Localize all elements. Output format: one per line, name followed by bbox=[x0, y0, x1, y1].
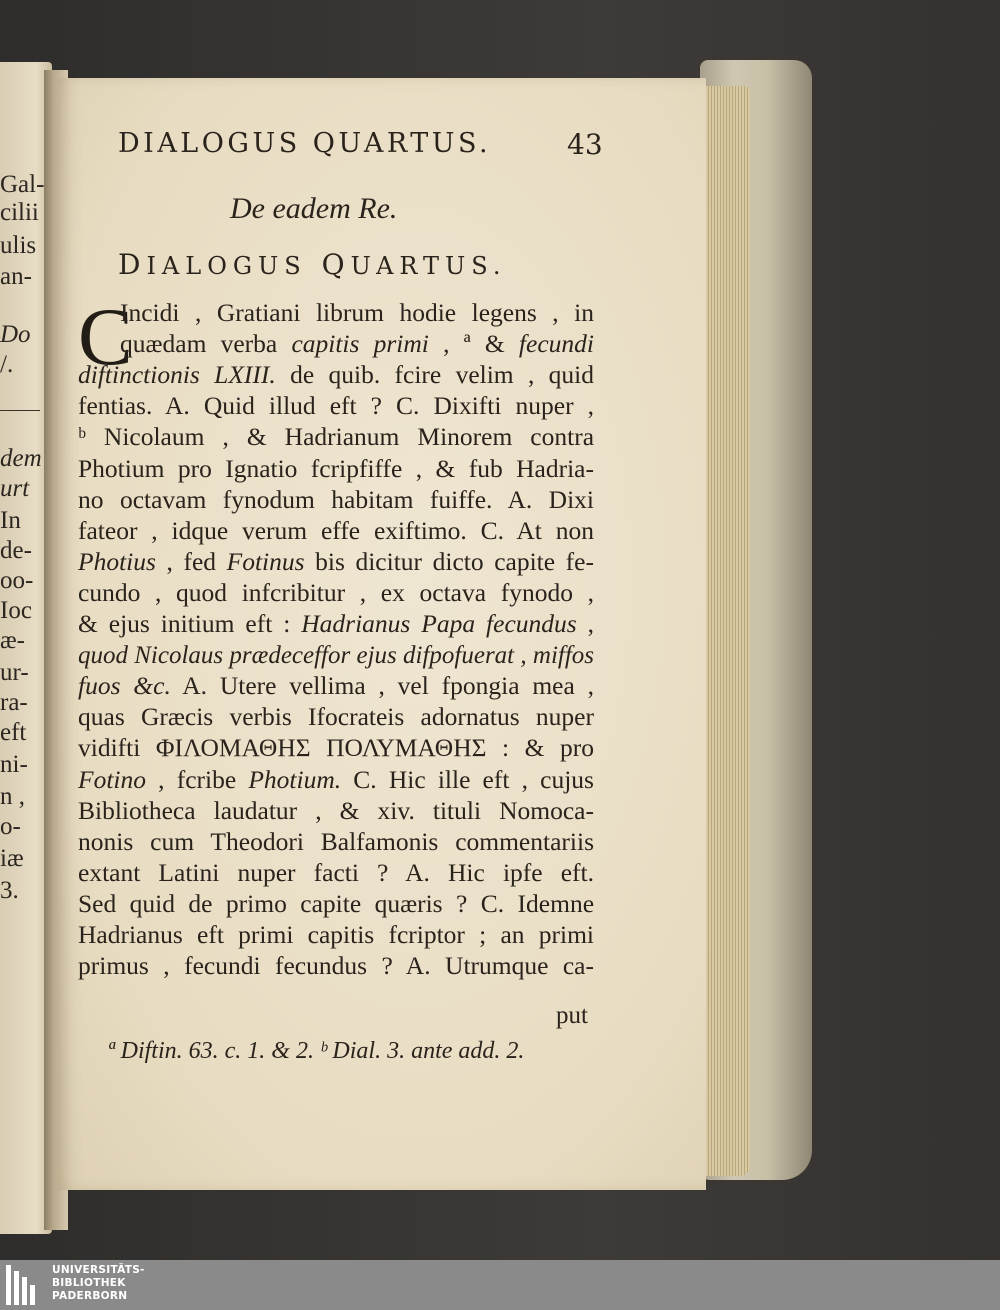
text-line: fateor , idque verum effe exiftimo. C. At non bbox=[78, 515, 594, 545]
left-page-line: ur- bbox=[0, 659, 29, 686]
left-page-line: dem bbox=[0, 445, 42, 472]
text-line: diftinctionis LXIII. de quib. fcire velim , quid bbox=[78, 360, 594, 390]
left-page-line: Do bbox=[0, 321, 31, 348]
library-logo-icon bbox=[6, 1265, 42, 1305]
text-line: no octavam fynodum habitam fuiffe. A. Dixi bbox=[78, 484, 595, 514]
text-line: Sed quid de primo capite quæris ? C. Idemne bbox=[78, 888, 595, 918]
left-page-line: o- bbox=[0, 813, 21, 840]
text-line: Hadrianus eft primi capitis fcriptor ; an primi bbox=[78, 920, 595, 949]
left-page-line: n , bbox=[0, 783, 25, 810]
text-line: quod Nicolaus prædeceffor ejus difpofuerat , miffos bbox=[78, 640, 595, 670]
left-page-line: oo- bbox=[0, 567, 34, 594]
text-line: primus , fecundi fecundus ? A. Utrumque ca- bbox=[78, 951, 594, 981]
footnotes: ª Diftin. 63. c. 1. & 2. ᵇ Dial. 3. ante add. 2. bbox=[108, 1038, 525, 1064]
dialogue-heading bbox=[118, 248, 507, 281]
text-line: Bibliotheca laudatur , & xiv. tituli Nomoca- bbox=[78, 795, 594, 825]
section-title: De eadem Re. bbox=[230, 192, 398, 225]
left-page-line: de- bbox=[0, 537, 32, 564]
left-page-line: ra- bbox=[0, 689, 28, 716]
drop-cap: C bbox=[78, 291, 133, 382]
logo-line: PADERBORN bbox=[52, 1290, 128, 1302]
text-line: fuos &c. A. Utere vellima , vel fpongia mea , bbox=[78, 671, 594, 701]
logo-line: BIBLIOTHEK bbox=[52, 1277, 126, 1289]
left-page-line: iæ bbox=[0, 845, 24, 872]
left-page-rule bbox=[0, 410, 40, 411]
text-line: quædam verba capitis primi , ª & fecundi bbox=[120, 329, 594, 359]
text-line: Photius , fed Fotinus bis dicitur dicto capite fe- bbox=[78, 546, 594, 576]
dialogue-heading-rest-2: UARTUS. bbox=[350, 252, 507, 280]
left-page-line: æ- bbox=[0, 627, 25, 654]
text-line: cundo , quod infcribitur , ex octava fynodo , bbox=[78, 577, 594, 607]
left-page-line: 3. bbox=[0, 877, 19, 904]
text-line: & ejus initium eft : Hadrianus Papa fecundus , bbox=[78, 609, 595, 638]
logo-line: UNIVERSITÄTS- bbox=[52, 1264, 145, 1276]
left-page-line: cilii bbox=[0, 199, 39, 226]
left-page-line: Gal- bbox=[0, 171, 45, 198]
library-footer bbox=[0, 1260, 1000, 1310]
book-page-edges bbox=[700, 86, 750, 1176]
text-line: quas Græcis verbis Ifocrateis adornatus nuper bbox=[78, 702, 594, 732]
text-line: Photium pro Ignatio fcripfiffe , & fub Hadria- bbox=[78, 453, 594, 483]
dialogue-heading-initial-2: Q bbox=[306, 248, 351, 281]
text-line: ᵇ Nicolaum , & Hadrianum Minorem contra bbox=[78, 422, 595, 452]
library-logo-text bbox=[52, 1264, 145, 1303]
left-page-line: /. bbox=[0, 351, 14, 378]
text-line: extant Latini nuper facti ? A. Hic ipfe eft. bbox=[78, 857, 594, 887]
left-page-line: ulis bbox=[0, 232, 37, 259]
text-line: fentias. A. Quid illud eft ? C. Dixifti nuper , bbox=[78, 391, 595, 421]
left-page-line: In bbox=[0, 507, 21, 534]
left-page-line: ni- bbox=[0, 751, 28, 778]
dialogue-heading-rest-1: IALOGUS bbox=[146, 252, 307, 280]
left-page-line: urt bbox=[0, 475, 30, 502]
dialogue-heading-initial-1: D bbox=[118, 248, 147, 281]
page-number: 43 bbox=[567, 128, 603, 161]
text-line: nonis cum Theodori Balfamonis commentariis bbox=[78, 826, 594, 856]
left-page-line: an- bbox=[0, 263, 32, 290]
text-line: vidifti ΦΙΛΟΜΑΘΗΣ ΠΟΛΥΜΑΘΗΣ : & pro bbox=[78, 733, 594, 763]
left-page-line: Ioc bbox=[0, 597, 32, 624]
catchword: put bbox=[556, 1002, 588, 1029]
left-page-line: eft bbox=[0, 719, 27, 746]
text-line: Fotino , fcribe Photium. C. Hic ille eft , cujus bbox=[78, 764, 594, 794]
text-line: Incidi , Gratiani librum hodie legens , in bbox=[120, 298, 595, 327]
running-head: DIALOGUS QUARTUS. bbox=[118, 128, 492, 159]
